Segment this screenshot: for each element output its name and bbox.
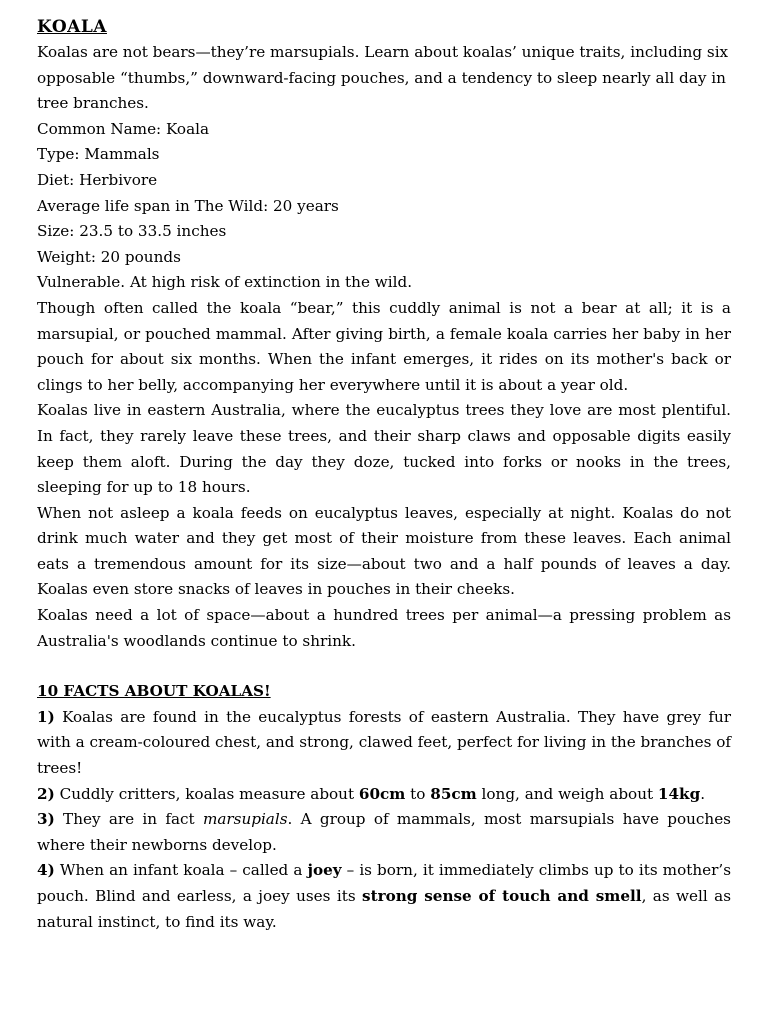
fact-text: , as well as natural instinct, to find its way. bbox=[37, 887, 731, 931]
body-paragraph: When not asleep a koala feeds on eucalyptus leaves, especially at night. Koalas do not drink much water and they get most of their moisture from these leaves. Each animal eats a tremendous amount for its size—about two and a half pounds of leaves a day. Koalas even store snacks of leaves in pouches in their cheeks. bbox=[37, 503, 731, 599]
fact-text: Cuddly critters, koalas measure about bbox=[54, 784, 359, 803]
fact-number: 3) bbox=[37, 810, 55, 829]
numbered-fact-2 bbox=[37, 782, 731, 808]
fact-type: Type: Mammals bbox=[37, 145, 160, 164]
fact-common-name: Common Name: Koala bbox=[37, 119, 210, 138]
fact-diet: Diet: Herbivore bbox=[37, 170, 158, 189]
fact-number: 4) bbox=[37, 861, 55, 880]
fact-emphasis: 14kg bbox=[657, 784, 701, 803]
fact-emphasis: strong sense of touch and smell bbox=[362, 887, 642, 905]
fact-text: . bbox=[700, 784, 706, 803]
numbered-fact-3 bbox=[37, 807, 731, 858]
fact-emphasis: 60cm bbox=[358, 784, 406, 803]
fact-number: 2) bbox=[37, 784, 55, 803]
intro-paragraph: Koalas are not bears—they’re marsupials. Learn about koalas’ unique traits, including six opposable “thumbs,” downward-facing pouches, and a tendency to sleep nearly all day in tree branches. bbox=[37, 43, 729, 113]
facts-heading: 10 FACTS ABOUT KOALAS! bbox=[37, 682, 271, 701]
body-paragraph: Koalas need a lot of space—about a hundred trees per animal—a pressing problem as Australia's woodlands continue to shrink. bbox=[37, 606, 731, 650]
fact-emphasis: joey bbox=[307, 861, 342, 880]
numbered-fact-4 bbox=[37, 858, 731, 935]
fact-italic: marsupials bbox=[202, 810, 288, 829]
numbered-fact-1 bbox=[37, 705, 731, 782]
fact-text: long, and weigh about bbox=[476, 784, 658, 803]
fact-weight: Weight: 20 pounds bbox=[37, 247, 181, 266]
fact-text: to bbox=[405, 784, 431, 803]
fact-text: – is born, it immediately climbs up to its mother’s pouch. Blind and earless, a joey uses its bbox=[37, 861, 731, 905]
fact-text: Koalas are found in the eucalyptus forests of eastern Australia. They have grey fur with a cream-coloured chest, and strong, clawed feet, perfect for living in the branches of trees! bbox=[37, 707, 732, 778]
fact-text: When an infant koala – called a bbox=[54, 861, 308, 880]
body-paragraph: Koalas live in eastern Australia, where the eucalyptus trees they love are most plentiful. In fact, they rarely leave these trees, and their sharp claws and opposable digits easily keep them aloft. During the day they doze, tucked into forks or nooks in the trees, sleeping for up to 18 hours. bbox=[37, 401, 731, 497]
document-page bbox=[37, 14, 731, 935]
fact-size: Size: 23.5 to 33.5 inches bbox=[37, 222, 227, 241]
fact-number: 1) bbox=[37, 707, 55, 726]
body-paragraph: Though often called the koala “bear,” this cuddly animal is not a bear at all; it is a marsupial, or pouched mammal. After giving birth, a female koala carries her baby in her pouch for about six months. When the infant emerges, it rides on its mother's back or clings to her belly, accompanying her everywhere until it is about a year old. bbox=[37, 298, 731, 394]
document-title: KOALA bbox=[37, 17, 107, 37]
fact-text: . A group of mammals, most marsupials have pouches where their newborns develop. bbox=[37, 810, 731, 854]
fact-emphasis: 85cm bbox=[430, 784, 477, 803]
fact-status: Vulnerable. At high risk of extinction in the wild. bbox=[37, 273, 413, 292]
section-spacer bbox=[37, 654, 731, 679]
fact-text: They are in fact bbox=[54, 810, 203, 829]
fact-life-span: Average life span in The Wild: 20 years bbox=[37, 196, 339, 215]
